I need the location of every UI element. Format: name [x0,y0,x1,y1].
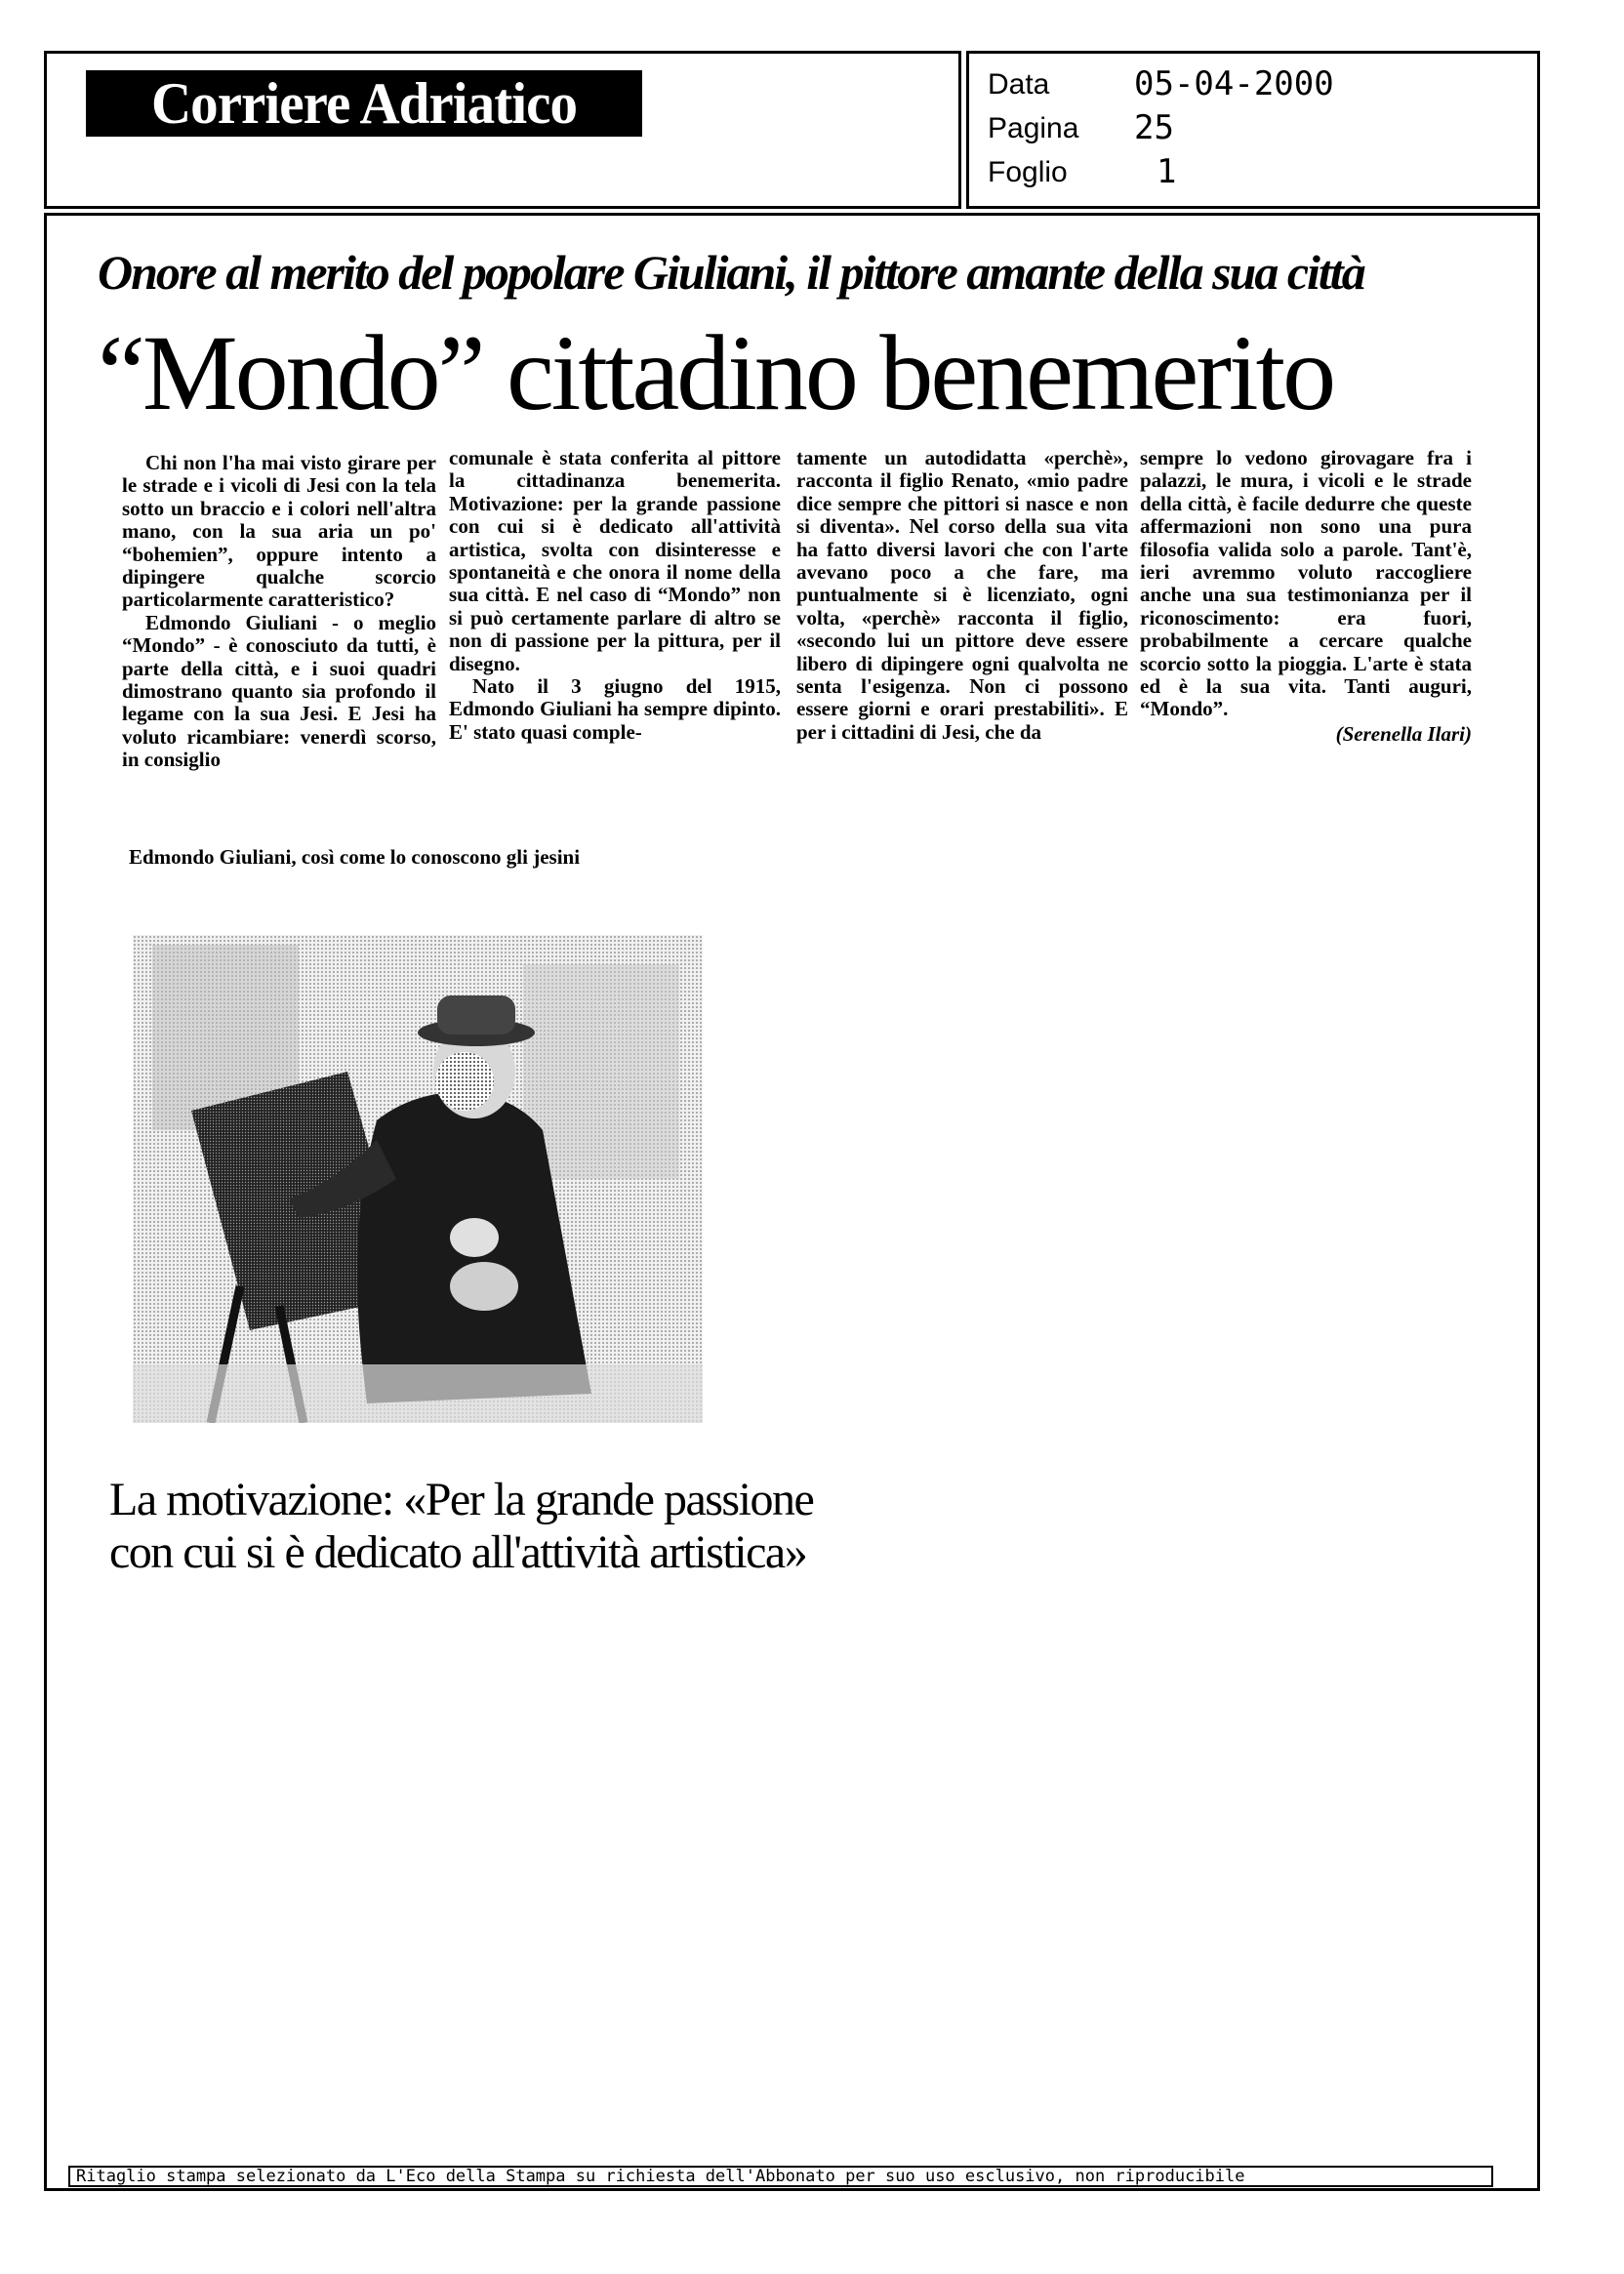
paragraph: comunale è stata conferita al pittore la cittadinanza benemerita. Motivazione: per la grande passione con cui si è dedicato all'attività artistica, svolta con disinteresse e spontaneità e che onora il nome della sua città. E nel caso di “Mondo” non si può certamente parlare di altro se non di passione per la pittura, per il disegno. [449,446,781,675]
press-clipping-notice: Ritaglio stampa selezionato da L'Eco della Stampa su richiesta dell'Abbonato per suo uso esclusivo, non riproducibile [68,2166,1493,2187]
article-column-2 [449,447,781,744]
meta-value-foglio: 1 [1157,152,1177,191]
meta-label-pagina: Pagina [988,112,1079,144]
meta-label-data: Data [988,68,1050,101]
article-column-3 [796,447,1128,744]
paragraph: sempre lo vedono girovagare fra i palazzi, le mura, i vicoli e le strade della città, è facile dedurre che queste affermazioni non sono una pura filosofia valida solo a parole. Tant'è, ieri avremmo voluto raccogliere anche una sua testimonianza per il riconoscimento: era fuori, probabilmente a cercare qualche scorcio sotto la pioggia. L'arte è stata ed è la sua vita. Tanti auguri, “Mondo”. [1140,446,1472,721]
article-kicker: Onore al merito del popolare Giuliani, il pittore amante della sua città [98,245,1364,300]
article-headline: “Mondo” cittadino benemerito [98,313,1334,432]
paragraph: tamente un autodidatta «perchè», racconta il figlio Renato, «mio padre dice sempre che pittori si nasce e non si diventa». Nel corso della sua vita ha fatto diversi lavori che con l'arte avevano poco a che fare, ma puntualmente si è licenziato, ogni volta, «perchè» racconta il figlio, «secondo lui un pittore deve essere libero di dipingere ogni qualvolta ne senta l'esigenza. Non ci possono essere giorni e orari prestabiliti». E per i cittadini di Jesi, che da [796,446,1128,744]
meta-label-foglio: Foglio [988,156,1068,188]
paragraph: Chi non l'ha mai visto girare per le strade e i vicoli di Jesi con la tela sotto un braccio e i colori nell'altra mano, con la sua aria un po' “bohemien”, oppure intento a dipingere qualche scorcio particolarmente caratteristico? [122,451,436,612]
painter-photo [133,935,703,1423]
paragraph: Edmondo Giuliani - o meglio “Mondo” - è conosciuto da tutti, è parte della città, e i suoi quadri dimostrano quanto sia profondo il legame con la sua Jesi. E Jesi ha voluto ricambiare: venerdì scorso, in consiglio [122,610,436,772]
pull-quote: La motivazione: «Per la grande passione con cui si è dedicato all'attività artistica» [109,1474,814,1578]
meta-value-data: 05-04-2000 [1134,64,1334,103]
article-byline: (Serenella Ilari) [1335,721,1472,746]
article-column-1 [122,452,436,772]
newspaper-logo: Corriere Adriatico [86,70,642,137]
meta-value-pagina: 25 [1134,108,1174,147]
article-column-4 [1140,447,1472,746]
photo-caption: Edmondo Giuliani, così come lo conoscono gli jesini [129,845,581,869]
paragraph: Nato il 3 giugno del 1915, Edmondo Giuliani ha sempre dipinto. E' stato quasi comple- [449,674,781,744]
